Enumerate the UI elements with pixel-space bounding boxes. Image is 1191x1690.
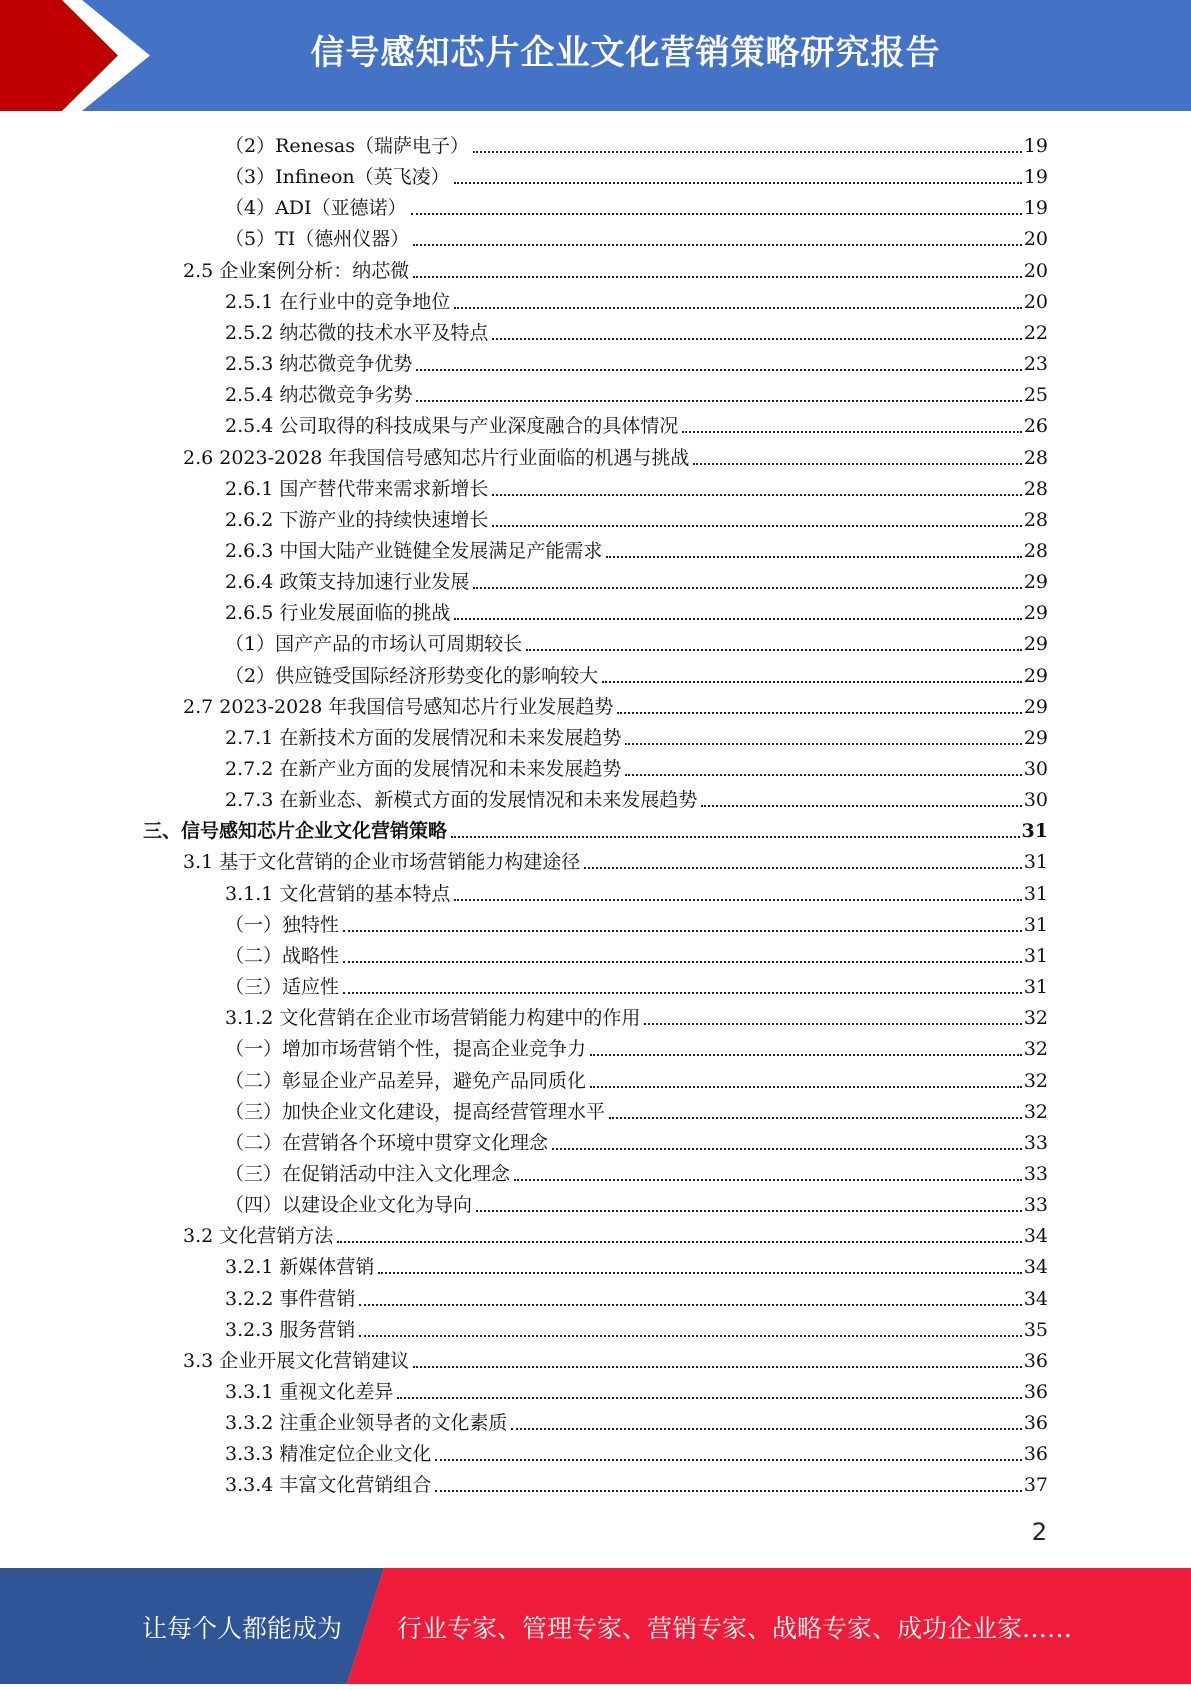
toc-entry-label: 2.5.4 公司取得的科技成果与产业深度融合的具体情况 (225, 415, 679, 438)
toc-entry[interactable] (183, 1342, 1048, 1373)
toc-entry[interactable] (225, 750, 1048, 781)
toc-leader-dots (416, 400, 1021, 402)
toc-leader-dots (411, 213, 1022, 215)
toc-entry[interactable] (183, 252, 1048, 283)
toc-entry-label: （三）适应性 (225, 976, 340, 999)
toc-entry[interactable] (225, 906, 1048, 937)
toc-leader-dots (343, 961, 1022, 963)
toc-entry[interactable] (225, 314, 1048, 345)
toc-entry[interactable] (183, 439, 1048, 470)
toc-entry-page: 20 (1023, 259, 1048, 282)
toc-entry[interactable] (225, 1124, 1048, 1155)
toc-leader-dots (473, 587, 1021, 589)
toc-leader-dots (454, 618, 1021, 620)
toc-entry-label: （3）Infineon（英飞凌） (225, 166, 450, 189)
toc-entry[interactable] (225, 1373, 1048, 1404)
toc-entry-page: 33 (1023, 1131, 1048, 1154)
toc-leader-dots (584, 867, 1022, 869)
toc-entry-label: （4）ADI（亚德诺） (225, 197, 407, 220)
toc-entry[interactable] (225, 563, 1048, 594)
toc-entry[interactable] (225, 532, 1048, 563)
toc-entry-label: （2）Renesas（瑞萨电子） (225, 135, 469, 157)
toc-entry[interactable] (225, 1280, 1048, 1311)
page-number: 2 (1031, 1518, 1047, 1546)
toc-entry-page: 31 (1023, 851, 1048, 874)
toc-entry[interactable] (225, 220, 1048, 251)
toc-entry-label: 2.7.3 在新业态、新模式方面的发展情况和未来发展趋势 (225, 789, 698, 812)
toc-entry-label: 2.5.4 纳芯微竞争劣势 (225, 384, 413, 407)
toc-entry-label: （5）TI（德州仪器） (225, 228, 410, 251)
toc-entry[interactable] (225, 376, 1048, 407)
toc-entry-page: 29 (1023, 602, 1048, 625)
toc-entry-label: （一）独特性 (225, 913, 340, 936)
toc-entry-label: 2.7 2023-2028 年我国信号感知芯片行业发展趋势 (183, 695, 614, 718)
toc-entry-label: 2.6.3 中国大陆产业链健全发展满足产能需求 (225, 539, 603, 562)
toc-entry-label: 2.5.3 纳芯微竞争优势 (225, 353, 413, 376)
toc-entry-label: 3.2.2 事件营销 (225, 1287, 356, 1310)
toc-entry-label: 2.5.2 纳芯微的技术水平及特点 (225, 321, 489, 344)
toc-entry-page: 28 (1023, 539, 1048, 562)
toc-leader-dots (602, 681, 1022, 683)
toc-entry-page: 31 (1023, 913, 1048, 936)
toc-entry-page: 36 (1023, 1381, 1048, 1403)
toc-entry-label: 2.5.1 在行业中的竞争地位 (225, 290, 451, 313)
toc-leader-dots (378, 1272, 1021, 1274)
toc-entry-page: 31 (1023, 976, 1048, 999)
toc-leader-dots (413, 244, 1022, 246)
toc-entry[interactable] (225, 1155, 1048, 1186)
toc-entry[interactable] (225, 470, 1048, 501)
toc-leader-dots (625, 743, 1021, 745)
toc-entry[interactable] (225, 875, 1048, 906)
toc-leader-dots (590, 1054, 1022, 1056)
toc-entry[interactable] (225, 1093, 1048, 1124)
toc-entry[interactable] (225, 345, 1048, 376)
toc-leader-dots (617, 712, 1021, 714)
toc-leader-dots (476, 1210, 1022, 1212)
toc-leader-dots (492, 494, 1021, 496)
toc-entry-label: 2.5 企业案例分析：纳芯微 (183, 259, 410, 282)
toc-leader-dots (625, 774, 1021, 776)
toc-entry-label: 2.6 2023-2028 年我国信号感知芯片行业面临的机遇与挑战 (183, 446, 690, 469)
toc-entry[interactable] (183, 688, 1048, 719)
toc-entry[interactable] (225, 283, 1048, 314)
toc-entry[interactable] (225, 719, 1048, 750)
toc-leader-dots (413, 276, 1022, 278)
toc-entry-label: （二）战略性 (225, 944, 340, 967)
toc-entry-label: 三、信号感知芯片企业文化营销策略 (143, 820, 448, 843)
toc-entry[interactable] (225, 1404, 1048, 1435)
toc-leader-dots (514, 1179, 1022, 1181)
toc-entry-page: 30 (1023, 789, 1048, 812)
toc-leader-dots (609, 1117, 1022, 1119)
footer-slogan-left: 让每个人都能成为 (142, 1614, 343, 1643)
toc-entry[interactable] (225, 1186, 1048, 1217)
toc-entry-page: 30 (1023, 758, 1048, 780)
toc-entry-page: 22 (1023, 321, 1048, 344)
toc-entry[interactable] (225, 657, 1048, 688)
toc-leader-dots (413, 1366, 1022, 1368)
toc-entry[interactable] (225, 1030, 1048, 1061)
toc-entry-label: 2.7.1 在新技术方面的发展情况和未来发展趋势 (225, 726, 622, 749)
toc-entry-page: 32 (1023, 1100, 1048, 1123)
toc-entry[interactable] (225, 189, 1048, 220)
toc-entry-page: 28 (1023, 446, 1048, 469)
toc-entry[interactable] (143, 812, 1048, 843)
toc-leader-dots (511, 1428, 1021, 1430)
toc-entry-label: 3.2.3 服务营销 (225, 1318, 356, 1341)
toc-entry-label: （三）在促销活动中注入文化理念 (225, 1162, 511, 1185)
toc-entry-label: （二）在营销各个环境中贯穿文化理念 (225, 1131, 549, 1154)
toc-entry-page: 36 (1023, 1412, 1048, 1435)
toc-entry-page: 34 (1023, 1225, 1048, 1248)
toc-entry[interactable] (225, 127, 1048, 158)
toc-entry-page: 29 (1023, 571, 1048, 594)
toc-leader-dots (644, 1023, 1021, 1025)
toc-leader-dots (473, 151, 1022, 153)
toc-entry-page: 19 (1023, 166, 1048, 189)
toc-entry-label: （二）彰显企业产品差异，避免产品同质化 (225, 1069, 587, 1092)
toc-entry-page: 32 (1023, 1007, 1048, 1030)
toc-entry[interactable] (225, 781, 1048, 812)
toc-entry-page: 29 (1023, 664, 1048, 687)
toc-entry[interactable] (183, 843, 1048, 874)
toc-leader-dots (343, 992, 1022, 994)
footer-band (0, 1568, 1191, 1684)
toc-leader-dots (693, 463, 1021, 465)
toc-leader-dots (397, 1397, 1021, 1399)
toc-leader-dots (682, 431, 1021, 433)
toc-leader-dots (606, 556, 1021, 558)
toc-entry-label: 3.2 文化营销方法 (183, 1225, 334, 1248)
header-band (0, 0, 1191, 111)
toc-entry[interactable] (183, 1217, 1048, 1248)
toc-leader-dots (492, 525, 1021, 527)
toc-entry-page: 25 (1023, 384, 1048, 407)
toc-entry-label: 3.3.2 注重企业领导者的文化素质 (225, 1412, 508, 1435)
toc-entry[interactable] (225, 999, 1048, 1030)
toc-entry-page: 23 (1023, 353, 1048, 376)
toc-entry-label: 3.3.1 重视文化差异 (225, 1381, 394, 1403)
toc-leader-dots (552, 1148, 1022, 1150)
toc-entry[interactable] (225, 1248, 1048, 1279)
toc-entry[interactable] (225, 1466, 1048, 1497)
toc-leader-dots (454, 182, 1022, 184)
toc-entry-page: 19 (1023, 135, 1048, 157)
toc-entry[interactable] (225, 625, 1048, 656)
toc-entry-label: 2.6.4 政策支持加速行业发展 (225, 571, 470, 594)
red-chevron-icon (0, 0, 160, 111)
toc-leader-dots (526, 649, 1022, 651)
toc-entry[interactable] (225, 968, 1048, 999)
toc-entry-label: 3.3.4 丰富文化营销组合 (225, 1474, 432, 1497)
toc-entry-label: 2.6.2 下游产业的持续快速增长 (225, 508, 489, 531)
toc-entry-page: 33 (1023, 1194, 1048, 1217)
toc-entry-page: 20 (1023, 290, 1048, 313)
toc-entry-page: 19 (1023, 197, 1048, 220)
toc-entry-label: （三）加快企业文化建设，提高经营管理水平 (225, 1100, 606, 1123)
toc-leader-dots (454, 307, 1021, 309)
toc-leader-dots (435, 1459, 1021, 1461)
toc-entry[interactable] (225, 1062, 1048, 1093)
toc-entry-page: 31 (1023, 882, 1048, 905)
toc-leader-dots (359, 1304, 1021, 1306)
footer-slogan-right: 行业专家、管理专家、营销专家、战略专家、成功企业家…… (397, 1614, 1073, 1643)
toc-entry-page: 28 (1023, 477, 1048, 500)
toc-leader-dots (359, 1335, 1021, 1337)
toc-entry[interactable] (225, 1435, 1048, 1466)
toc-entry[interactable] (225, 158, 1048, 189)
toc-entry-label: （1）国产产品的市场认可周期较长 (225, 633, 523, 656)
toc-entry-label: 3.1 基于文化营销的企业市场营销能力构建途径 (183, 851, 581, 874)
toc-entry-label: 3.1.1 文化营销的基本特点 (225, 882, 451, 905)
toc-leader-dots (337, 1241, 1022, 1243)
toc-entry-page: 28 (1023, 508, 1048, 531)
toc-entry-label: 2.6.5 行业发展面临的挑战 (225, 602, 451, 625)
toc-entry-page: 29 (1023, 726, 1048, 749)
toc-entry-page: 26 (1023, 415, 1048, 438)
toc-leader-dots (451, 836, 1020, 838)
toc-entry-label: 2.6.1 国产替代带来需求新增长 (225, 477, 489, 500)
toc-entry-page: 33 (1023, 1162, 1048, 1185)
toc-entry-label: （四）以建设企业文化为导向 (225, 1194, 473, 1217)
toc-entry-page: 32 (1023, 1038, 1048, 1061)
toc-entry-label: 3.2.1 新媒体营销 (225, 1256, 375, 1279)
toc-leader-dots (590, 1086, 1022, 1088)
toc-entry-page: 29 (1023, 633, 1048, 656)
toc-leader-dots (343, 930, 1022, 932)
toc-entry-label: 2.7.2 在新产业方面的发展情况和未来发展趋势 (225, 758, 622, 780)
toc-entry[interactable] (225, 594, 1048, 625)
toc-entry-page: 32 (1023, 1069, 1048, 1092)
toc-entry[interactable] (225, 501, 1048, 532)
toc-leader-dots (454, 899, 1021, 901)
toc-leader-dots (701, 805, 1021, 807)
toc-entry-page: 20 (1023, 228, 1048, 251)
toc-entry-page: 31 (1023, 944, 1048, 967)
toc-entry-label: 3.3 企业开展文化营销建议 (183, 1349, 410, 1372)
document-title: 信号感知芯片企业文化营销策略研究报告 (310, 33, 941, 73)
toc-leader-dots (416, 369, 1021, 371)
toc-entry-label: （一）增加市场营销个性，提高企业竞争力 (225, 1038, 587, 1061)
toc-entry-page: 37 (1023, 1474, 1048, 1497)
toc-entry-page: 34 (1023, 1287, 1048, 1310)
toc-entry[interactable] (225, 407, 1048, 438)
toc-entry-page: 36 (1023, 1349, 1048, 1372)
toc-entry-label: 3.1.2 文化营销在企业市场营销能力构建中的作用 (225, 1007, 641, 1030)
toc-entry-label: 3.3.3 精准定位企业文化 (225, 1443, 432, 1466)
toc-leader-dots (435, 1490, 1021, 1492)
toc-entry-page: 35 (1023, 1318, 1048, 1341)
toc-entry-page: 29 (1023, 695, 1048, 718)
toc-entry-label: （2）供应链受国际经济形势变化的影响较大 (225, 664, 599, 687)
toc-entry-page: 36 (1023, 1443, 1048, 1466)
toc-entry-page: 34 (1023, 1256, 1048, 1279)
toc-leader-dots (492, 338, 1021, 340)
toc-entry[interactable] (225, 1311, 1048, 1342)
toc-entry[interactable] (225, 937, 1048, 968)
toc-entry-page: 31 (1021, 820, 1048, 843)
